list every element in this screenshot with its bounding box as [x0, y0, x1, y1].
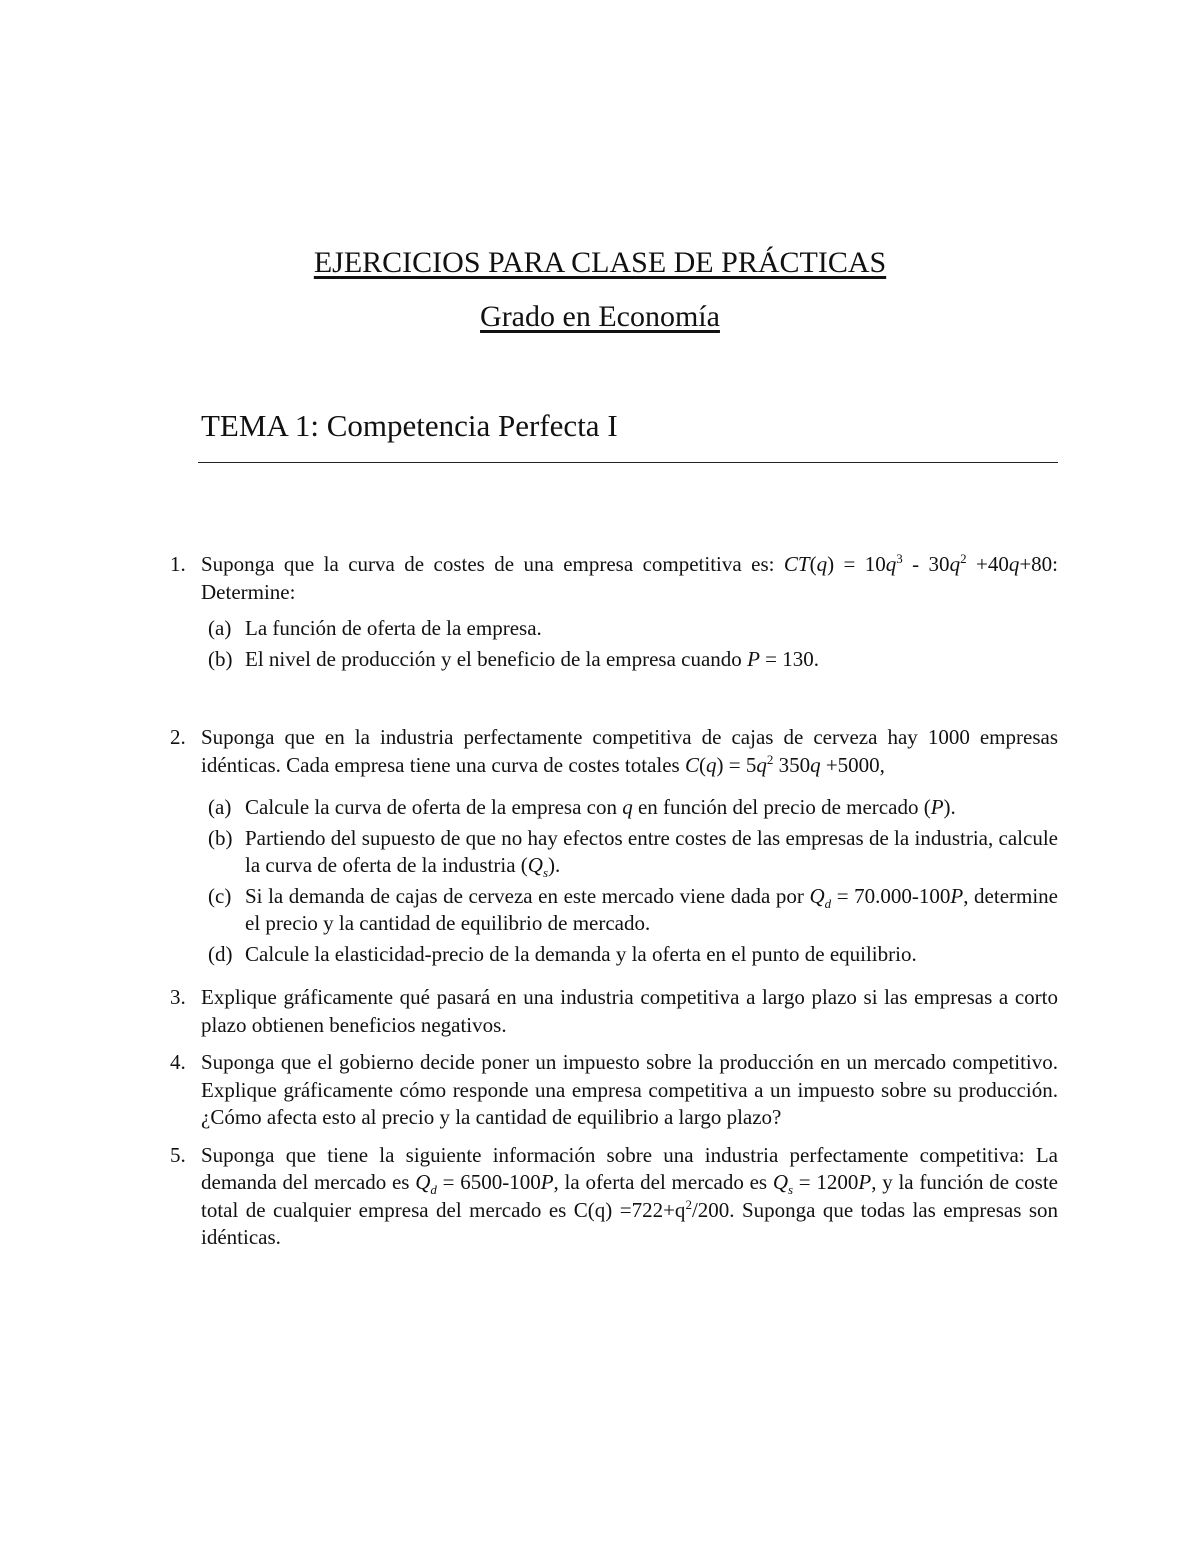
part-label: (b): [208, 646, 233, 671]
part-label: (d): [208, 941, 233, 966]
exercise-part: [201, 941, 1058, 969]
part-label: (c): [208, 883, 232, 908]
exercise-number: 4.: [170, 1050, 186, 1074]
part-text: La función de oferta de la empresa.: [245, 616, 542, 640]
exercise-part: [201, 794, 1058, 822]
part-text: Partiendo del supuesto de que no hay efectos entre costes de las empresas de la industria, calcule la curva de oferta de la industria $(Q_s)$.: [245, 825, 1058, 881]
exercise-text: Explique gráficamente qué pasará en una industria competitiva a largo plazo si las empresas a corto plazo obtienen beneficios negativos.: [201, 985, 1058, 1037]
part-label: (b): [208, 825, 233, 850]
document-subtitle: Grado en Economía: [480, 300, 720, 333]
section-heading: TEMA 1: Competencia Perfecta I: [201, 408, 618, 443]
part-text: El nivel de producción y el beneficio de la empresa cuando P = 130.: [245, 646, 819, 671]
exercise-text: Suponga que en la industria perfectamente competitiva de cajas de cerveza hay 1000 empresas idénticas. Cada empresa tiene una curva de costes totales $C(q) = 5q^2$ 350q +5000,: [201, 725, 1058, 777]
exercise-number: 2.: [170, 725, 186, 749]
part-label: (a): [208, 795, 232, 819]
part-text: Si la demanda de cajas de cerveza en este mercado viene dada por $Q_d = 70.000-100P$, determine el precio y la cantidad de equilibrio de mercado.: [245, 883, 1058, 935]
exercise-list: [170, 551, 1058, 1252]
part-label: (a): [208, 616, 232, 640]
exercise-4: [170, 1049, 1058, 1132]
exercise-number: 3.: [170, 985, 186, 1009]
exercise-part: [201, 883, 1058, 938]
exercise-2: [170, 724, 1058, 968]
document-title: EJERCICIOS PARA CLASE DE PRÁCTICAS: [313, 246, 887, 279]
exercise-1: [170, 551, 1058, 673]
part-text: Calcule la curva de oferta de la empresa con q en función del precio de mercado (P).: [245, 795, 956, 819]
exercise-text: Suponga que la curva de costes de una empresa competitiva es: $CT(q) = 10q^3 - 30q^2 +40q+80$: Determine:: [201, 551, 1059, 604]
part-text: Calcule la elasticidad-precio de la demanda y la oferta en el punto de equilibrio.: [245, 941, 917, 966]
section-divider: [198, 462, 1058, 463]
exercise-part: [201, 825, 1058, 880]
exercise-text: Suponga que tiene la siguiente información sobre una industria perfectamente competitiva: La demanda del mercado es $Q_d = 6500-100P$, la oferta del mercado es $Q_s = 1200P$, y la función de coste total de cualquier empresa del mercado es $C(q) =722+q^2/200$. Suponga que todas las empresas son idénticas.: [201, 1142, 1058, 1249]
exercise-number: 1.: [170, 552, 186, 576]
exercise-5: [170, 1142, 1058, 1252]
exercise-part: [201, 646, 1058, 674]
exercise-text: Suponga que el gobierno decide poner un impuesto sobre la producción en un mercado competitivo. Explique gráficamente cómo responde una empresa competitiva a un impuesto sobre su producción. ¿Cómo afecta esto al precio y la cantidad de equilibrio a largo plazo?: [201, 1050, 1058, 1129]
exercise-part: [201, 615, 1058, 643]
exercise-3: [170, 984, 1058, 1039]
exercise-number: 5.: [170, 1142, 186, 1167]
